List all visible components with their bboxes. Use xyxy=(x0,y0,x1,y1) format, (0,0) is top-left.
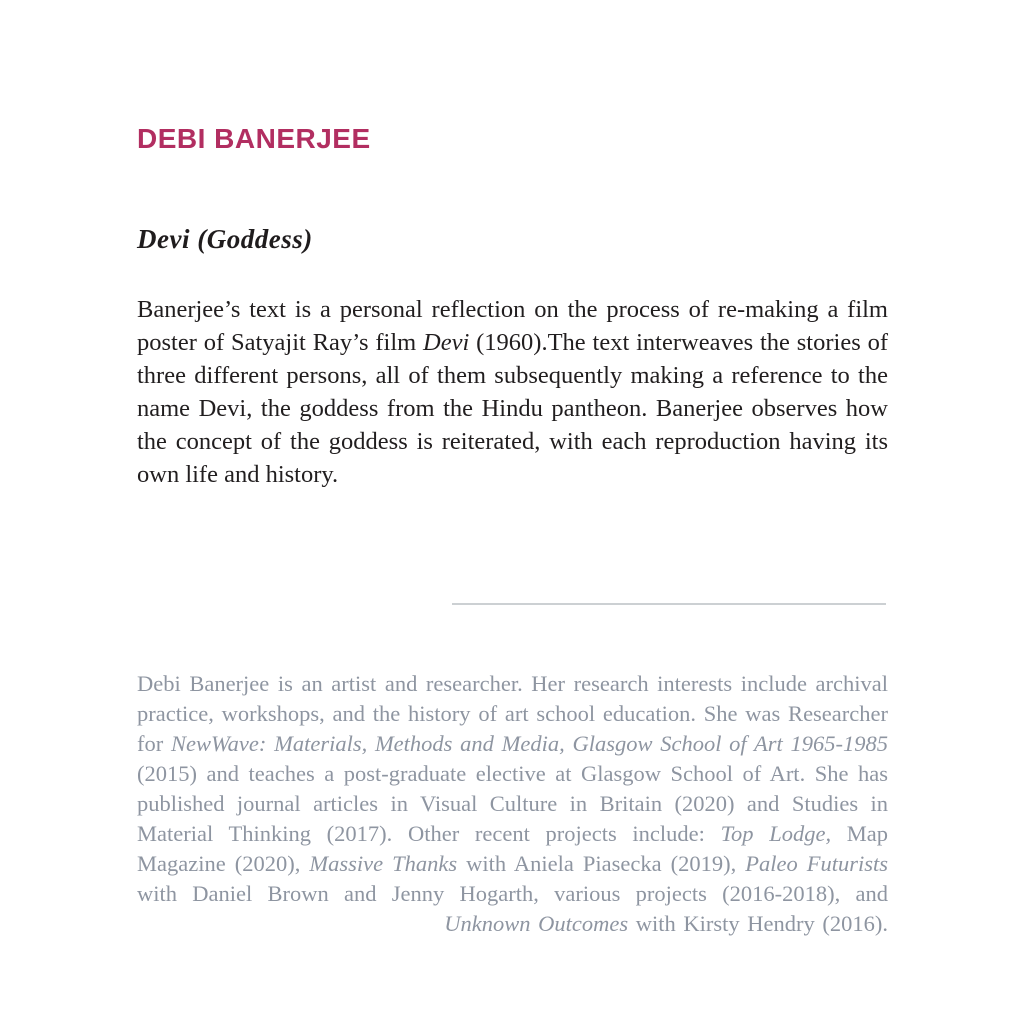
page-title: DEBI BANERJEE xyxy=(137,122,371,154)
work-description: Banerjee’s text is a personal reflection on the process of re-making a film poster of Satyajit Ray’s film Devi (1960).The text interweaves the stories of three different persons, all of them subsequently making a reference to the name Devi, the goddess from the Hindu pantheon. Banerjee observes how the concept of the goddess is reiterated, with each reproduction having its own life and history. xyxy=(137,295,888,488)
section-divider xyxy=(452,603,886,605)
artist-bio: Debi Banerjee is an artist and researcher. Her research interests include archival practice, workshops, and the history of art school education. She was Researcher for NewWave: Materials, Methods and Media, Glasgow School of Art 1965-1985 (2015) and teaches a post-graduate elective at Glasgow School of Art. She has published journal articles in Visual Culture in Britain (2020) and Studies in Material Thinking (2017). Other recent projects include: Top Lodge, Map Magazine (2020), Massive Thanks with Aniela Piasecka (2019), Paleo Futurists with Daniel Brown and Jenny Hogarth, various projects (2016-2018), and Unknown Outcomes with Kirsty Hendry (2016). xyxy=(137,670,889,936)
work-title: Devi (Goddess) xyxy=(137,224,313,255)
